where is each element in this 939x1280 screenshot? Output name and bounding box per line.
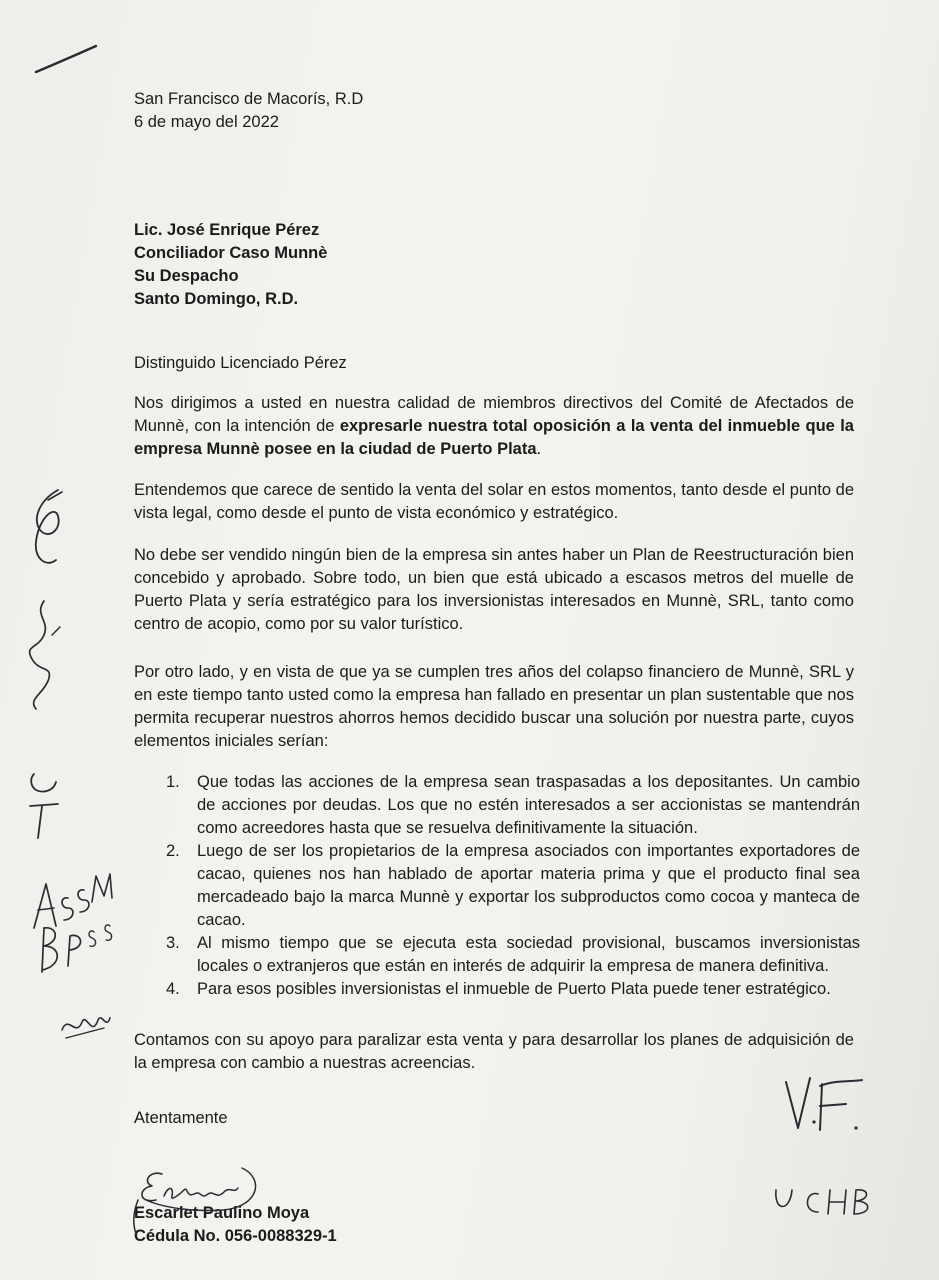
list-item-number: 1. <box>166 773 180 791</box>
list-item-number: 4. <box>166 980 180 998</box>
list-item <box>166 932 860 978</box>
paragraph-restructuring: No debe ser vendido ningún bien de la empresa sin antes haber un Plan de Reestructuración bien concebido y aprobado. Sobre todo, un bien que está ubicado a escasos metros del muelle de Puerto Plata y sería estratégico para los inversionistas interesados en Munnè, SRL, tanto como centro de acopio, como por su valor turístico. <box>134 546 854 633</box>
list-item-number: 3. <box>166 934 180 952</box>
initials-uchb <box>770 1182 880 1226</box>
paragraph-reasoning: Entendemos que carece de sentido la venta del solar en estos momentos, tanto desde el punto de vista legal, como desde el punto de vista económico y estratégico. <box>134 481 854 522</box>
signer-name: Escarlet Paulino Moya <box>134 1204 310 1222</box>
list-item-text: Que todas las acciones de la empresa sean traspasadas a los depositantes. Un cambio de acciones por deudas. Los que no estén interesados a ser accionistas se mantendrán como acreedores hasta que se resuelva definitivamente la situación. <box>197 773 860 837</box>
recipient-name: Lic. José Enrique Pérez <box>134 221 320 239</box>
initials-vf <box>780 1072 870 1138</box>
margin-note-bp <box>34 912 124 982</box>
closing-word: Atentamente <box>134 1109 228 1127</box>
recipient-office: Su Despacho <box>134 267 239 285</box>
paragraph-opposition-end: . <box>536 440 542 458</box>
letter-city: San Francisco de Macorís, R.D <box>134 90 364 108</box>
paragraph-closing: Contamos con su apoyo para paralizar esta venta y para desarrollar los planes de adquisición de la empresa con cambio a nuestras acreencias. <box>134 1031 854 1072</box>
list-item-text: Para esos posibles inversionistas el inmueble de Puerto Plata puede tener estratégico. <box>197 980 831 998</box>
margin-small-scribble <box>56 1008 116 1048</box>
list-item <box>166 771 860 840</box>
signer-id: Cédula No. 056-0088329-1 <box>134 1227 337 1245</box>
letter-date: 6 de mayo del 2022 <box>134 113 279 131</box>
list-item-text: Al mismo tiempo que se ejecuta esta sociedad provisional, buscamos inversionistas locales o extranjeros que están en interés de adquirir la empresa de manera definitiva. <box>197 934 860 975</box>
recipient-location: Santo Domingo, R.D. <box>134 290 299 308</box>
signer-signature <box>124 1148 274 1248</box>
list-item <box>166 978 860 1001</box>
paragraph-opposition <box>134 392 854 461</box>
list-item-text: Luego de ser los propietarios de la empresa asociados con importantes exportadores de cacao, quienes nos han hablado de aportar materia prima y que el producto final sea mercadeado bajo la marca Munnè y exportar los subproductos como cocoa y manteca de cacao. <box>197 842 860 929</box>
recipient-role: Conciliador Caso Munnè <box>134 244 328 262</box>
paragraph-opposition-emphasis: expresarle nuestra total oposición a la venta del inmueble que la empresa Munnè posee en la ciudad de Puerto Plata <box>134 417 854 458</box>
proposal-list <box>166 771 860 1001</box>
pen-stroke-mark <box>30 40 110 90</box>
margin-note-tc <box>20 768 70 848</box>
paragraph-opposition-intro: Nos dirigimos a usted en nuestra calidad de miembros directivos del Comité de Afectados de Munnè, con la intención de <box>134 394 854 435</box>
paragraph-proposal-intro: Por otro lado, y en vista de que ya se cumplen tres años del colapso financiero de Munnè, SRL y en este tiempo tanto usted como la empresa han fallado en presentar un plan sustentable que nos permita recuperar nuestros ahorros hemos decidido buscar una solución por nuestra parte, cuyos elementos iniciales serían: <box>134 663 854 750</box>
list-item-number: 2. <box>166 842 180 860</box>
margin-signature-mark <box>14 595 74 715</box>
margin-scribble-mark <box>18 480 78 580</box>
list-item <box>166 840 860 932</box>
salutation: Distinguido Licenciado Pérez <box>134 354 347 372</box>
